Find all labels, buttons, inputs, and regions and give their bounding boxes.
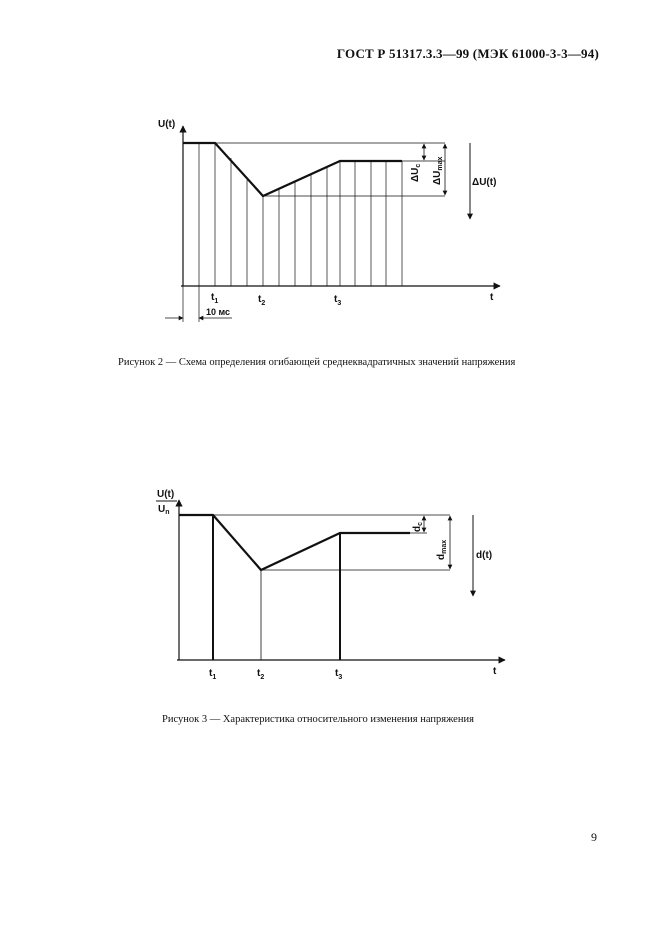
fig2-t3-label: $t_3$ [334, 294, 342, 307]
fig2-sample-lines [199, 143, 402, 286]
fig3-y-label-denominator: $U_n$ [158, 504, 170, 516]
figure-3 [156, 489, 505, 681]
fig3-t3-label: $t_3$ [335, 668, 343, 681]
fig2-delta-umax-label: $\Delta U_{max}$ [432, 156, 444, 185]
fig2-x-axis-label: t [490, 292, 494, 303]
fig2-interval-label: 10 мс [206, 307, 231, 317]
fig3-y-label-numerator: U(t) [157, 489, 175, 500]
figure-3-caption: Рисунок 3 — Характеристика относительного изменения напряжения [162, 714, 474, 725]
fig2-delta-uc-label: $\Delta U_c$ [410, 163, 422, 182]
figure-2 [158, 119, 500, 322]
document-header: ГОСТ Р 51317.3.3—99 (МЭК 61000-3-3—94) [336, 46, 599, 61]
fig2-delta-ut-label: ΔU(t) [472, 177, 497, 188]
fig3-dt-label: d(t) [476, 550, 493, 561]
fig3-t1-label: $t_1$ [209, 668, 217, 681]
figure-2-caption: Рисунок 2 — Схема определения огибающей среднеквадратичных значений напряжения [118, 357, 516, 368]
fig2-y-axis-label: U(t) [158, 119, 176, 130]
fig3-dmax-label: $d_{max}$ [436, 539, 448, 560]
fig2-t1-label: $t_1$ [211, 292, 219, 305]
fig3-x-axis-label: t [493, 666, 497, 677]
fig3-dc-label: $d_c$ [412, 521, 424, 532]
fig3-t2-label: $t_2$ [257, 668, 265, 681]
page-number: 9 [591, 830, 597, 844]
fig2-t2-label: $t_2$ [258, 294, 266, 307]
fig2-envelope-curve [183, 143, 402, 196]
